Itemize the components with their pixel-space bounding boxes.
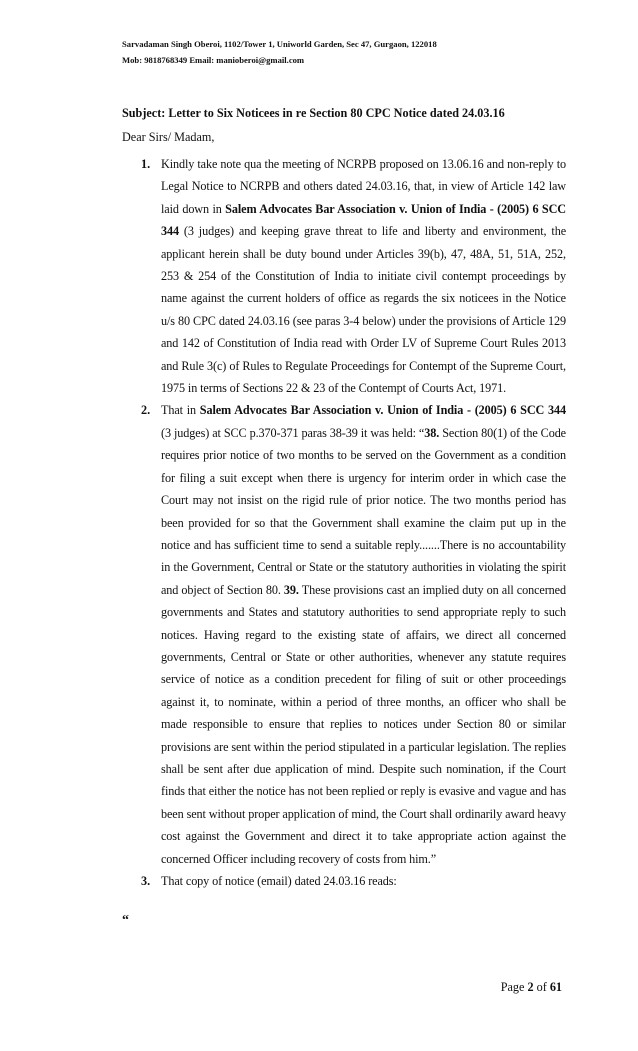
item-text [161, 153, 566, 399]
letterhead [122, 36, 437, 68]
page-of-label: of [533, 980, 550, 994]
text-run: These provisions cast an implied duty on all concerned governments and States and statutory authorities to send appropriate reply to such notices. Having regard to the existing state of affairs, we direct all concerned governments, Central or State or other authorities, whenever any statute requires service of notice as a condition precedent for filing of suit or other proceedings against it, to nominate, within a period of three months, an officer who shall be made responsible to ensure that replies to notices under Section 80 or similar provisions are sent within the period stipulated in a particular legislation. The replies shall be sent after due application of mind. Despite such nomination, if the Court finds that either the notice has not been replied or reply is evasive and vague and has been sent without proper application of mind, the Court shall ordinarily award heavy cost against the Government and direct it to take appropriate action against the concerned Officer including recovery of costs from him.” [161, 582, 566, 866]
list-item [122, 153, 566, 399]
item-text [161, 870, 566, 892]
salutation: Dear Sirs/ Madam, [122, 130, 215, 144]
page-label: Page [500, 980, 528, 994]
item-number: 3. [141, 874, 151, 888]
text-run: (3 judges) and keeping grave threat to life and liberty and environment, the applicant herein shall be duty bound under Articles 39(b), 47, 48A, 51, 51A, 252, 253 & 254 of the Constitution of India to initiate civil contempt proceedings by name against the current holders of office as regards the six noticees in the Notice u/s 80 CPC dated 24.03.16 (see paras 3-4 below) under the provisions of Article 129 and 142 of Constitution of India read with Order LV of Supreme Court Rules 2013 and Rule 3(c) of Rules to Regulate Proceedings for Contempt of the Supreme Court, 1975 in terms of Sections 22 & 23 of the Contempt of Courts Act, 1971. [161, 224, 566, 396]
page-number [501, 980, 562, 995]
subject-line: Subject: Letter to Six Noticees in re Section 80 CPC Notice dated 24.03.16 [122, 106, 505, 120]
item-number: 1. [141, 157, 151, 171]
text-run: Section 80(1) of the Code requires prior notice of two months to be served on the Government as a condition for filing a suit except when there is urgency for interim order in which case the Court may not insist on the rigid rule of prior notice. The two months period has been provided for so that the Government shall examine the claim put up in the notice and has sufficient time to send a suitable reply.......There is no accountability in the Government, Central or State or the statutory authorities in violating the spirit and object of Section 80. [161, 425, 566, 597]
opening-quote-mark: “ [122, 913, 129, 928]
list-item [122, 399, 566, 870]
text-run: Kindly take note qua the meeting of NCRPB proposed on 13.06.16 and non-reply to Legal Notice to NCRPB and others dated 24.03.16, that, in view of Article 142 law laid down in [161, 157, 566, 216]
text-run: That in [161, 403, 200, 418]
para-reference: 38. [424, 425, 440, 440]
para-reference: 39. [283, 582, 299, 597]
text-run: (3 judges) at SCC p.370-371 paras 38-39 it was held: “ [161, 425, 425, 440]
letterhead-address: Sarvadaman Singh Oberoi, 1102/Tower 1, Uniworld Garden, Sec 47, Gurgaon, 122018 [122, 39, 437, 49]
case-citation: Salem Advocates Bar Association v. Union of India - (2005) 6 SCC 344 [199, 403, 567, 418]
item-text [161, 399, 566, 870]
text-run: That copy of notice (email) dated 24.03.16 reads: [161, 874, 397, 888]
total-pages: 61 [549, 980, 562, 994]
numbered-list [122, 153, 566, 892]
item-number: 2. [141, 403, 151, 418]
case-citation: Salem Advocates Bar Association v. Union of India - (2005) 6 SCC 344 [161, 201, 566, 239]
letterhead-contact: Mob: 9818768349 Email: manioberoi@gmail.com [122, 55, 305, 65]
current-page: 2 [527, 980, 534, 994]
list-item [122, 870, 566, 892]
